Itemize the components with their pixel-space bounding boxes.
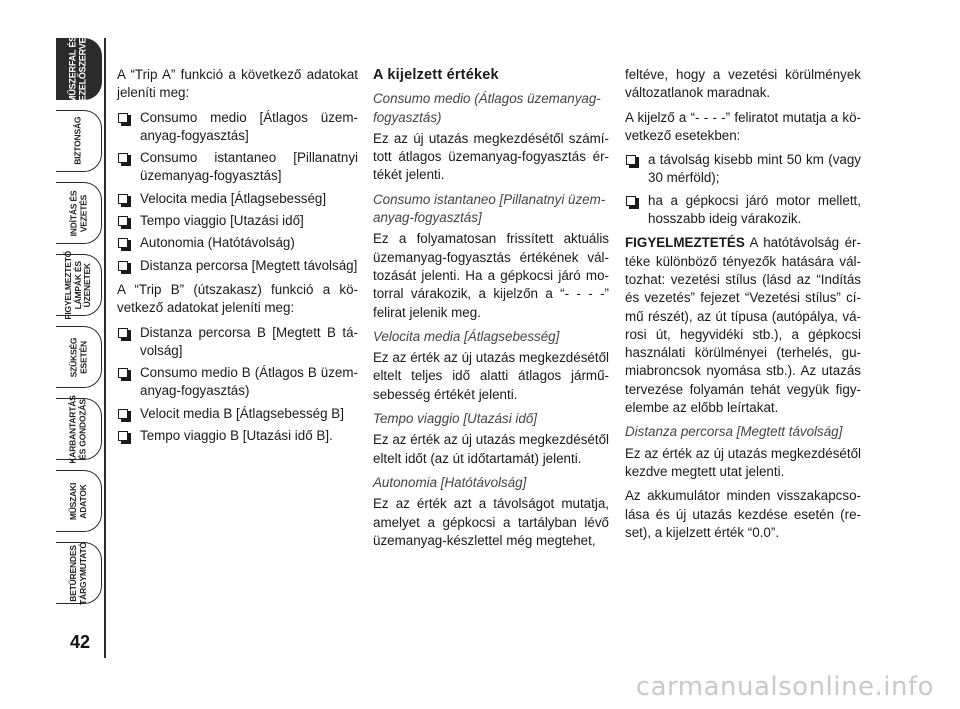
tripB-intro: A “Trip B” (útszakasz) funkció a következő adatokat jeleníti meg: [117, 281, 358, 316]
paragraph: Ez az érték az új utazás megkezdésétől eltelt időt (az út időtartamát) jelenti. [373, 432, 609, 466]
checkbox-bullet-icon [118, 328, 128, 338]
paragraph: Az akkumulátor minden visszakapcsolása és új utazás kezdése esetén (reset), a kijelzett érték “0.0”. [625, 488, 861, 540]
warning-text: A hatótávolság értéke különböző tényezők hatására változhat: vezetési stílus (lásd az “Indítás és vezetés” fejezet “Vezetési stílus” című részét), az út típusa (autópálya, városi út, hegyvidéki stb.), a gépkocsi használati körülményei (terhelés, gumiabroncsok nyomása stb.). Az utazás tervezése folyamán tehát vegyük figyelembe az előbb leírtakat. [625, 235, 861, 416]
checkbox-bullet-icon [118, 113, 128, 123]
paragraph: Ez az új utazás megkezdésétől számított átlagos üzemanyag-fogyasztás értékét jelenti. [373, 130, 609, 183]
checkbox-bullet-icon [118, 409, 128, 419]
tripA-intro: A “Trip A” funkció a következő adatokat jeleníti meg: [117, 67, 358, 101]
list-item: ha a gépkocsi járó motor mellett, hosszabb ideig várakozik. [625, 192, 861, 229]
column-2 [373, 66, 609, 556]
checkbox-bullet-icon [118, 238, 128, 248]
tripB-list [117, 324, 358, 446]
list-item: Distanza percorsa B [Megtett B távolság] [117, 324, 358, 361]
column-3 [625, 66, 861, 548]
tab-label: SZÜKSÉG ESETÉN [67, 337, 88, 377]
tab-szukseg[interactable] [56, 326, 102, 388]
checkbox-bullet-icon [118, 194, 128, 204]
column-1 [117, 66, 358, 451]
list-item: Consumo istantaneo [Pillanatnyi üzemanyag-fogyasztás] [117, 149, 358, 186]
tab-biztonsag[interactable] [56, 110, 102, 172]
tab-inditas[interactable] [56, 182, 102, 244]
tab-label: FIGYELMEZTETŐ LÁMPÁK ÉS ÜZENETEK [63, 250, 93, 320]
tab-betarendes[interactable] [56, 542, 102, 604]
sidebar-divider [104, 38, 106, 658]
paragraph: feltéve, hogy a vezetési körülmények változatlanok maradnak. [625, 67, 861, 101]
warning-paragraph [625, 234, 861, 417]
paragraph: Ez az érték az új utazás megkezdésétől kezdve megtett utat jelenti. [625, 445, 861, 479]
tab-label: BIZTONSÁG [72, 116, 83, 166]
warning-label: FIGYELMEZTETÉS [625, 235, 745, 251]
chapter-tabs [56, 30, 108, 614]
tab-label: KARBANTARTÁS ÉS GONDOZÁS [68, 394, 88, 464]
subheading: Autonomia [Hatótávolság] [373, 474, 527, 490]
list-item: Velocita media [Átlagsebesség] [117, 190, 358, 208]
list-item: Velocit media B [Átlagsebesség B] [117, 405, 358, 423]
checkbox-bullet-icon [626, 196, 636, 206]
subheading: Distanza percorsa [Megtett távolság] [625, 424, 843, 440]
tab-figyelmezteto[interactable] [56, 250, 102, 320]
paragraph: Ez az érték azt a távolságot mutatja, amelyet a gépkocsi a tartályban lévő üzemanyag-készlettel még megtehet, [373, 496, 609, 548]
tab-label: MŰSZAKI ADATOK [67, 482, 88, 520]
list-item: Tempo viaggio B [Utazási idő B]. [117, 427, 358, 445]
subheading: Consumo medio (Átlagos üzemanyag-fogyasztás) [373, 91, 601, 125]
tab-karbantartas[interactable] [56, 394, 102, 464]
paragraph: Ez az érték az új utazás megkezdésétől eltelt teljes idő alatti átlagos járműsebesség értékét jelenti. [373, 350, 609, 402]
tab-label: INDÍTÁS ÉS VEZETÉS [68, 190, 88, 236]
tab-muszaki[interactable] [56, 470, 102, 532]
subheading: Tempo viaggio [Utazási idő] [373, 411, 538, 427]
list-item: Consumo medio [Átlagos üzemanyag-fogyasztás] [117, 109, 358, 146]
tripA-list [117, 109, 358, 275]
checkbox-bullet-icon [118, 261, 128, 271]
paragraph: A kijelző a “- - - -” feliratot mutatja a következő esetekben: [625, 109, 861, 143]
section-heading: A kijelzett értékek [373, 67, 499, 83]
checkbox-bullet-icon [118, 368, 128, 378]
checkbox-bullet-icon [118, 153, 128, 163]
tab-muszerfal[interactable] [56, 30, 102, 108]
list-item: Tempo viaggio [Utazási idő] [117, 212, 358, 230]
checkbox-bullet-icon [118, 216, 128, 226]
list-item: Consumo medio B (Átlagos B üzemanyag-fogyasztás) [117, 364, 358, 401]
list-item: Autonomia (Hatótávolság) [117, 234, 358, 252]
list-item: a távolság kisebb mint 50 km (vagy 30 mérföld); [625, 151, 861, 188]
list-item: Distanza percorsa [Megtett távolság] [117, 257, 358, 275]
page-number: 42 [69, 632, 91, 652]
paragraph: Ez a folyamatosan frissített aktuális üzemanyag-fogyasztás értékének változását jelenti. Ha a gépkocsi járó motorral várakozik, a kijelzőn a “- - - -” felirat jelenik meg. [373, 231, 609, 320]
checkbox-bullet-icon [118, 431, 128, 441]
subheading: Consumo istantaneo [Pillanatnyi üzemanyag-fogyasztás] [373, 191, 606, 226]
checkbox-bullet-icon [626, 155, 636, 165]
tab-label: MŰSZERFAL ÉS KEZELŐSZERVEK [68, 30, 88, 108]
tab-label: BETŰRENDES TÁRGYMUTATÓ [68, 541, 88, 605]
dash-cases-list [625, 151, 861, 228]
watermark: carmanualsonline.info [635, 672, 934, 702]
subheading: Velocita media [Átlagsebesség] [373, 328, 560, 344]
